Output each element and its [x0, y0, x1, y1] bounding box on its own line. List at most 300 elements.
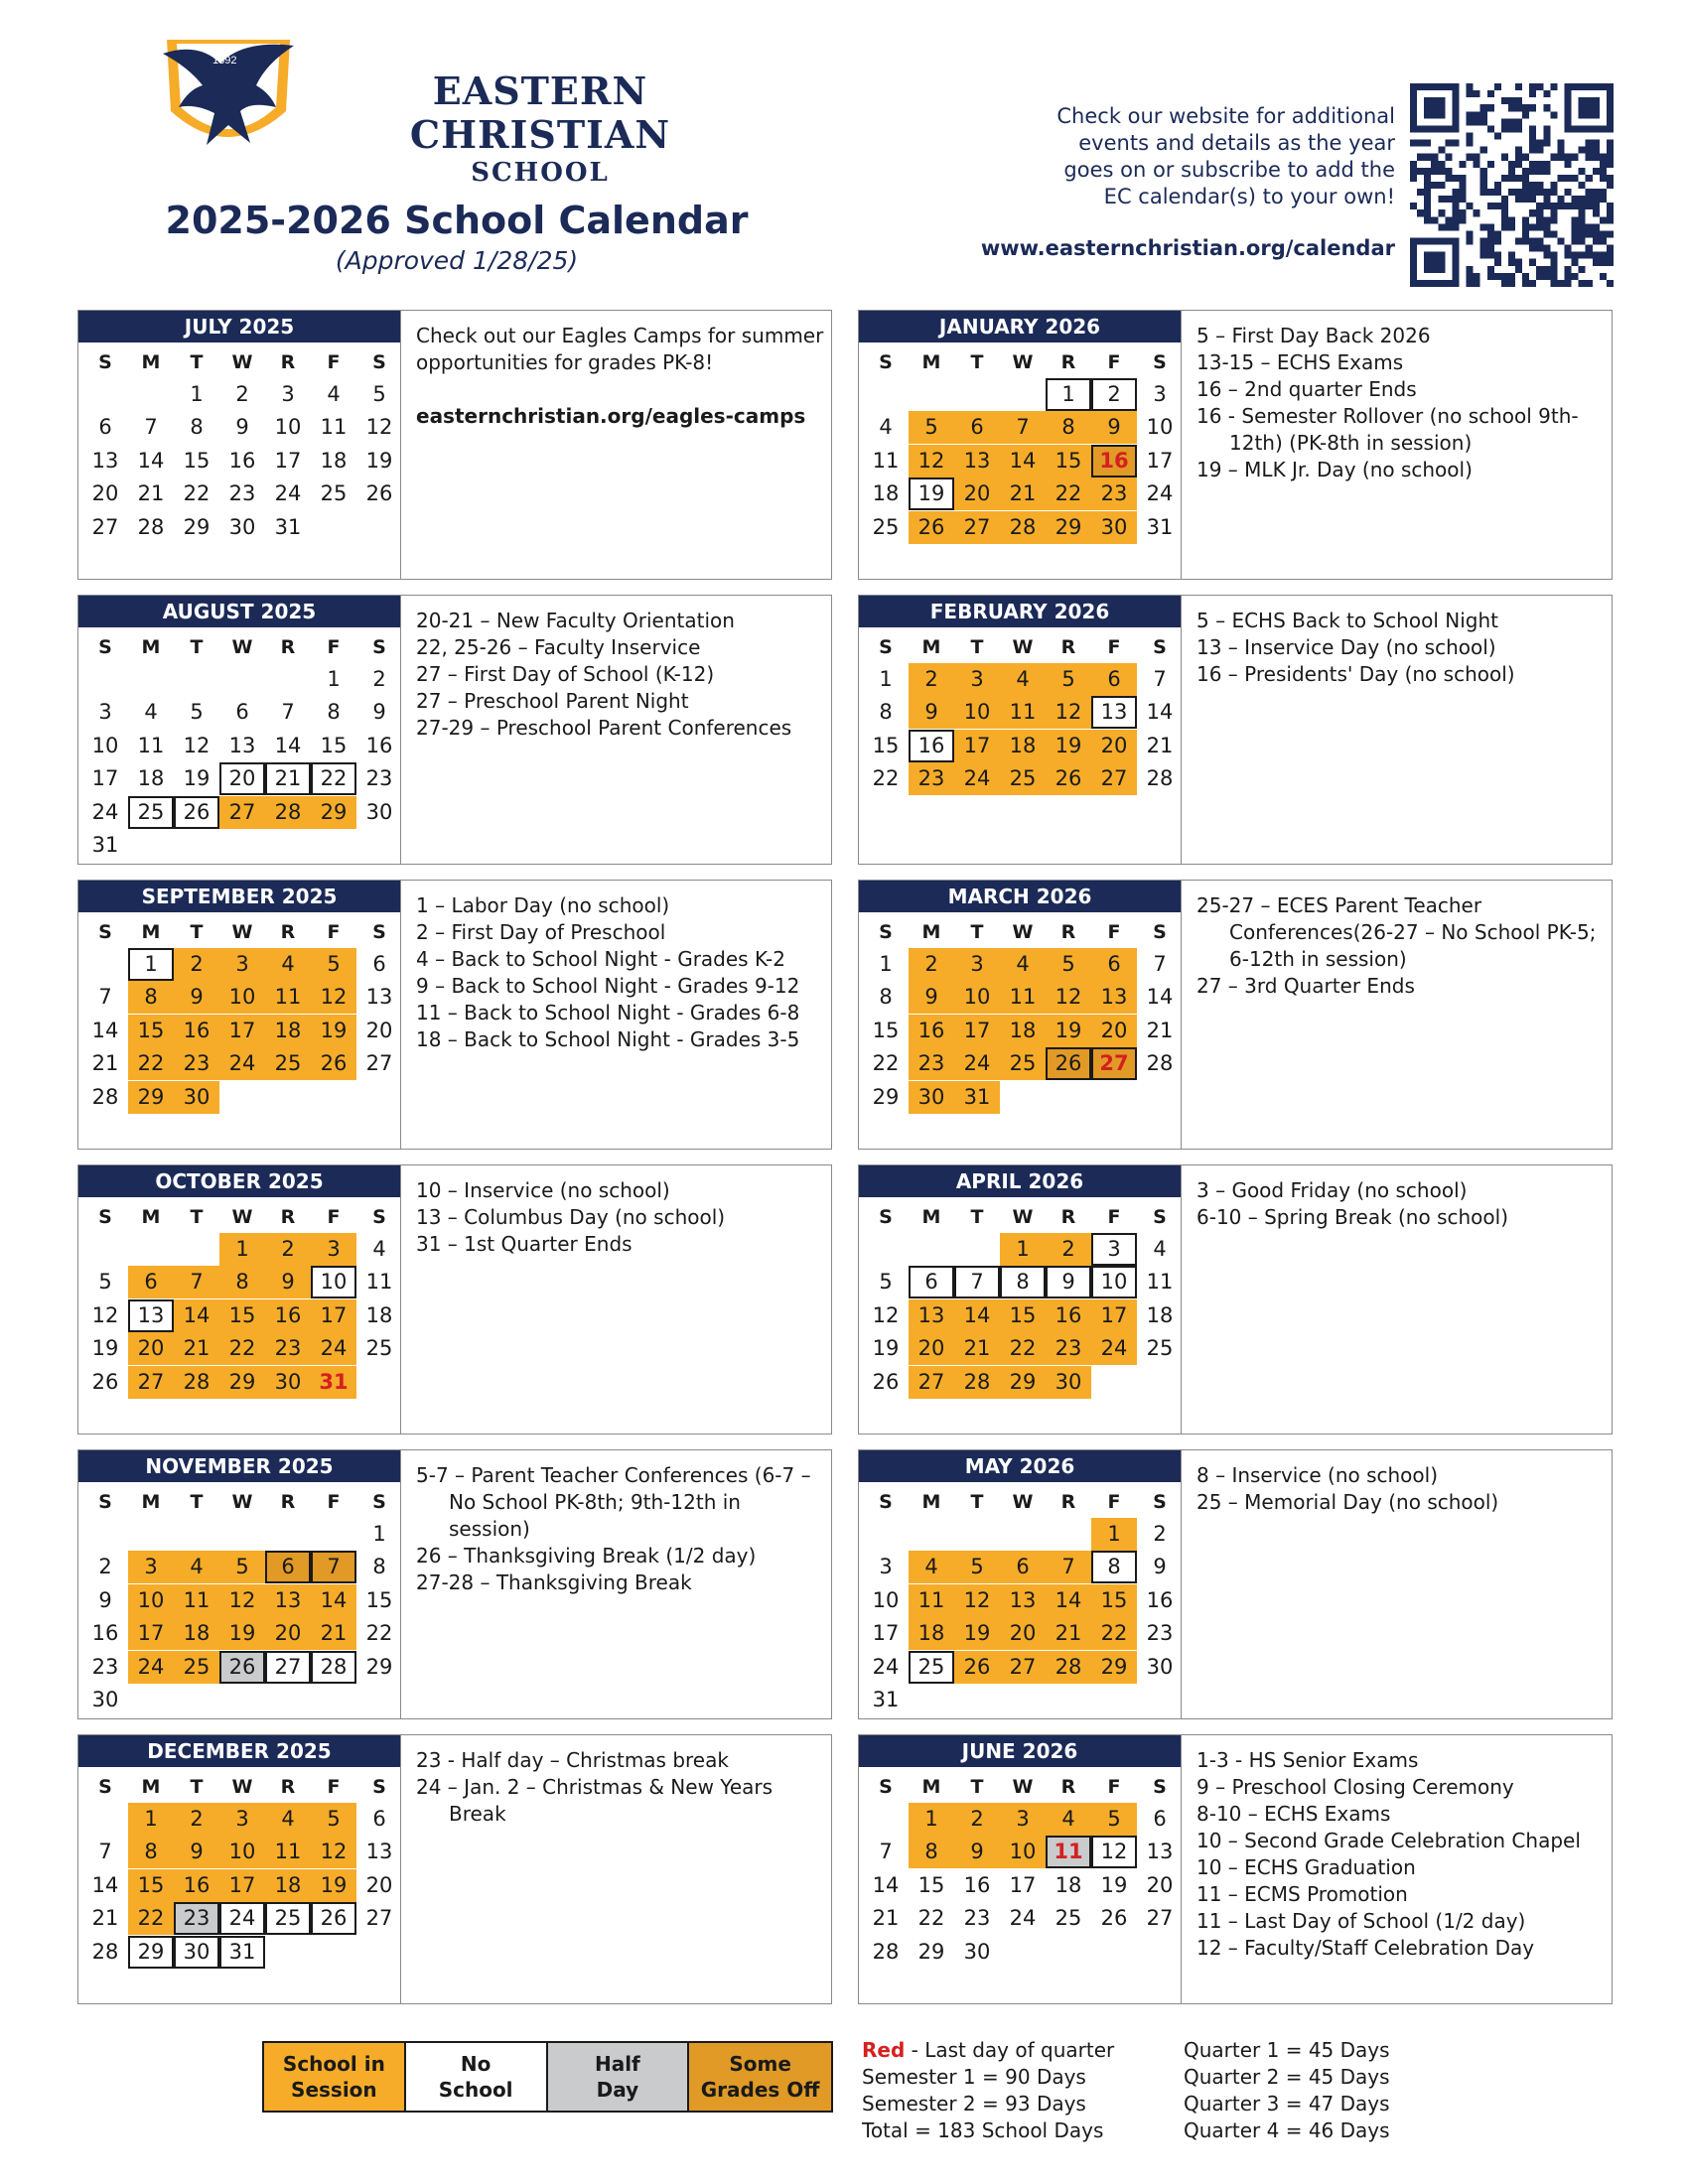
- day-cell: 13: [1000, 1584, 1046, 1617]
- day-cell: 26: [174, 796, 219, 829]
- weekday-label: R: [1060, 1776, 1076, 1798]
- event-item: 9 – Back to School Night - Grades 9-12: [416, 974, 800, 998]
- month-header: FEBRUARY 2026: [859, 596, 1181, 627]
- weekday-label: T: [190, 921, 204, 943]
- event-item: 3 – Good Friday (no school): [1196, 1178, 1468, 1202]
- red-key-text: - Last day of quarter: [905, 2038, 1115, 2062]
- day-cell: 11: [365, 1270, 393, 1295]
- event-item: 16 – Presidents' Day (no school): [1196, 662, 1515, 686]
- day-cell: 21: [265, 762, 311, 795]
- day-cell: 13: [128, 1299, 174, 1332]
- event-item: 19 – MLK Jr. Day (no school): [1196, 458, 1473, 481]
- day-cell: 1: [372, 1522, 386, 1546]
- day-cell: 12: [365, 415, 393, 440]
- day-cell: 31: [91, 833, 119, 857]
- weekday-label: W: [231, 1206, 253, 1228]
- quarter-2-total: Quarter 2 = 45 Days: [1184, 2065, 1390, 2089]
- day-cell: 19: [311, 1015, 356, 1047]
- day-cell: 27: [91, 514, 119, 539]
- day-cell: 8: [879, 985, 893, 1010]
- weekday-label: S: [1153, 1776, 1167, 1798]
- weekday-header-row: [82, 348, 402, 376]
- day-cell: 5: [311, 948, 356, 981]
- day-cell: 27: [954, 511, 1000, 544]
- day-cell: 11: [137, 733, 165, 757]
- month-august-2025: [77, 595, 832, 865]
- day-cell: 8: [372, 1555, 386, 1579]
- day-cell: 12: [1091, 1836, 1137, 1868]
- event-item: 25 – Memorial Day (no school): [1196, 1490, 1499, 1514]
- day-cell: 1: [1091, 1518, 1137, 1551]
- weekday-label: M: [921, 1491, 941, 1513]
- month-header: SEPTEMBER 2025: [78, 881, 400, 912]
- weekday-label: S: [372, 921, 386, 943]
- day-cell: 17: [128, 1617, 174, 1650]
- weekday-header-row: [82, 633, 402, 661]
- weekday-header-row: [863, 348, 1183, 376]
- day-cell: 7: [1153, 667, 1167, 691]
- day-cell: 3: [98, 700, 112, 725]
- weekday-label: R: [1060, 351, 1076, 373]
- day-cell: 25: [128, 796, 174, 829]
- day-cell: 10: [274, 415, 302, 440]
- day-cell: 8: [219, 1266, 265, 1298]
- day-cell: 19: [1046, 730, 1091, 762]
- day-cell: 10: [219, 1836, 265, 1868]
- day-cell: 6: [909, 1266, 954, 1298]
- day-cell: 15: [1091, 1584, 1137, 1617]
- day-cell: 12: [311, 1836, 356, 1868]
- weekday-label: T: [190, 351, 204, 373]
- day-cell: 14: [872, 1872, 900, 1897]
- day-cell: 18: [174, 1617, 219, 1650]
- month-grid: [859, 881, 1182, 1149]
- approval-note: (Approved 1/28/25): [335, 246, 579, 275]
- weekday-label: S: [1153, 1206, 1167, 1228]
- day-cell: 15: [917, 1872, 945, 1897]
- month-june-2026: [858, 1734, 1613, 2004]
- month-grid: [78, 1165, 401, 1433]
- day-cell: 22: [1000, 1332, 1046, 1365]
- day-cell: 13: [265, 1584, 311, 1617]
- day-cell: 25: [365, 1336, 393, 1361]
- day-cell: 11: [1000, 696, 1046, 729]
- day-cell: 10: [954, 981, 1000, 1014]
- day-cell: 28: [1046, 1651, 1091, 1684]
- event-item: 18 – Back to School Night - Grades 3-5: [416, 1027, 800, 1051]
- event-item: 11 – ECMS Promotion: [1196, 1882, 1408, 1906]
- day-cell: 17: [91, 766, 119, 791]
- day-cell: 26: [311, 1047, 356, 1080]
- event-item: 11 – Back to School Night - Grades 6-8: [416, 1001, 800, 1024]
- weekday-label: W: [1012, 921, 1034, 943]
- day-cell: 4: [1046, 1803, 1091, 1836]
- weekday-label: F: [1107, 1206, 1121, 1228]
- weekday-label: S: [98, 921, 112, 943]
- day-cell: 24: [219, 1902, 265, 1935]
- day-cell: 30: [265, 1366, 311, 1399]
- weekday-label: S: [1153, 636, 1167, 658]
- weekday-label: S: [372, 1206, 386, 1228]
- day-cell: 27: [265, 1651, 311, 1684]
- weekday-label: M: [921, 1206, 941, 1228]
- day-cell: 8: [1091, 1551, 1137, 1583]
- weekday-label: S: [879, 1206, 893, 1228]
- day-cell: 5: [954, 1551, 1000, 1583]
- website-link[interactable]: www.easternchristian.org/calendar: [980, 236, 1395, 260]
- event-item: 22, 25-26 – Faculty Inservice: [416, 635, 701, 659]
- event-item: 27 – First Day of School (K-12): [416, 662, 715, 686]
- month-header: NOVEMBER 2025: [78, 1450, 400, 1482]
- day-cell: 29: [872, 1084, 900, 1109]
- day-cell: 2: [1153, 1522, 1167, 1546]
- event-item: 25-27 – ECES Parent Teacher Conferences(26-27 – No School PK-5; 6-12th in session): [1196, 893, 1597, 971]
- day-cell: 12: [311, 981, 356, 1014]
- day-cell: 22: [219, 1332, 265, 1365]
- day-cell: 24: [872, 1654, 900, 1679]
- day-cell: 25: [872, 514, 900, 539]
- event-item: 10 – Second Grade Celebration Chapel: [1196, 1829, 1581, 1852]
- weekday-label: S: [879, 1491, 893, 1513]
- day-cell: 15: [365, 1587, 393, 1612]
- month-events: [416, 323, 825, 430]
- day-cell: 18: [265, 1015, 311, 1047]
- day-cell: 23: [365, 766, 393, 791]
- month-events: [416, 892, 825, 1053]
- day-cell: 5: [311, 1803, 356, 1836]
- day-cell: 4: [265, 1803, 311, 1836]
- month-header: JANUARY 2026: [859, 311, 1181, 342]
- month-february-2026: [858, 595, 1613, 865]
- day-cell: 22: [311, 762, 356, 795]
- day-cell: 27: [365, 1906, 393, 1931]
- day-cell: 17: [274, 448, 302, 473]
- day-cell: 8: [909, 1836, 954, 1868]
- month-header: DECEMBER 2025: [78, 1735, 400, 1767]
- weekday-label: T: [190, 1206, 204, 1228]
- weekday-label: T: [970, 351, 984, 373]
- day-cell: 6: [1153, 1807, 1167, 1831]
- weekday-label: W: [231, 1491, 253, 1513]
- day-cell: 30: [1146, 1654, 1174, 1679]
- month-header: OCTOBER 2025: [78, 1165, 400, 1197]
- day-cell: 2: [98, 1555, 112, 1579]
- day-cell: 2: [954, 1803, 1000, 1836]
- weekday-label: F: [327, 351, 341, 373]
- day-cell: 14: [1046, 1584, 1091, 1617]
- quarter-totals: [1184, 2037, 1390, 2144]
- day-cell: 9: [954, 1836, 1000, 1868]
- event-item: 24 – Jan. 2 – Christmas & New Years Break: [416, 1775, 774, 1826]
- weekday-label: W: [231, 351, 253, 373]
- month-events: [416, 1462, 825, 1596]
- day-cell: 24: [954, 762, 1000, 795]
- month-events: [416, 1747, 825, 1828]
- weekday-header-row: [863, 918, 1183, 946]
- month-events: [1196, 892, 1606, 1000]
- website-note: Check our website for additional events and details as the year goes on or subscribe to add the EC calendar(s) to your own!: [1056, 104, 1395, 208]
- day-cell: 15: [128, 1015, 174, 1047]
- weekday-label: R: [1060, 636, 1076, 658]
- semester-1-total: Semester 1 = 90 Days: [862, 2065, 1086, 2089]
- day-cell: 17: [954, 730, 1000, 762]
- day-cell: 1: [327, 667, 341, 691]
- day-cell: 29: [183, 514, 211, 539]
- day-cell: 26: [1046, 1047, 1091, 1080]
- day-cell: 4: [327, 382, 341, 406]
- event-item: 27 – Preschool Parent Night: [416, 689, 689, 713]
- day-cell: 8: [128, 1836, 174, 1868]
- day-cell: 28: [954, 1366, 1000, 1399]
- day-cell: 14: [274, 733, 302, 757]
- day-cell: 16: [1146, 1587, 1174, 1612]
- month-september-2025: [77, 880, 832, 1150]
- day-cell: 13: [1091, 981, 1137, 1014]
- quarter-1-total: Quarter 1 = 45 Days: [1184, 2038, 1390, 2062]
- day-cell: 16: [1046, 1299, 1091, 1332]
- day-cell: 4: [174, 1551, 219, 1583]
- day-cell: 17: [1091, 1299, 1137, 1332]
- day-cell: 2: [174, 948, 219, 981]
- day-cell: 5: [372, 382, 386, 406]
- month-grid: [859, 311, 1182, 579]
- weekday-label: F: [1107, 1491, 1121, 1513]
- day-cell: 26: [1046, 762, 1091, 795]
- day-cell: 9: [372, 700, 386, 725]
- day-cell: 23: [265, 1332, 311, 1365]
- weekday-label: M: [141, 1491, 161, 1513]
- day-cell: 30: [909, 1081, 954, 1114]
- day-cell: 31: [872, 1688, 900, 1711]
- weekday-label: S: [1153, 921, 1167, 943]
- day-cell: 19: [1046, 1015, 1091, 1047]
- day-cell: 6: [1091, 948, 1137, 981]
- day-cell: 7: [1000, 411, 1046, 444]
- day-cell: 9: [235, 415, 249, 440]
- weekday-label: F: [1107, 921, 1121, 943]
- day-cell: 16: [1091, 445, 1137, 478]
- day-cell: 10: [1146, 415, 1174, 440]
- weekday-label: S: [1153, 1491, 1167, 1513]
- event-item: 8 – Inservice (no school): [1196, 1463, 1439, 1487]
- event-item: Check out our Eagles Camps for summer opportunities for grades PK-8!: [416, 324, 824, 374]
- day-cell: 21: [1000, 478, 1046, 510]
- day-cell: 6: [372, 952, 386, 976]
- day-cell: 3: [1153, 382, 1167, 406]
- day-cell: 22: [365, 1621, 393, 1646]
- event-item: 2 – First Day of Preschool: [416, 920, 666, 944]
- day-cell: 30: [1046, 1366, 1091, 1399]
- weekday-label: M: [141, 1206, 161, 1228]
- day-cell: 29: [365, 1654, 393, 1679]
- day-cell: 24: [1009, 1906, 1037, 1931]
- weekday-label: T: [970, 1776, 984, 1798]
- weekday-label: T: [970, 636, 984, 658]
- day-cell: 23: [909, 1047, 954, 1080]
- day-cell: 12: [91, 1302, 119, 1327]
- day-cell: 31: [311, 1366, 356, 1399]
- day-cell: 5: [879, 1270, 893, 1295]
- day-cell: 7: [311, 1551, 356, 1583]
- day-cell: 4: [144, 700, 158, 725]
- day-cell: 31: [274, 514, 302, 539]
- day-cell: 9: [909, 696, 954, 729]
- weekday-label: R: [1060, 1206, 1076, 1228]
- day-cell: 29: [917, 1939, 945, 1964]
- day-cell: 2: [909, 948, 954, 981]
- weekday-label: M: [921, 351, 941, 373]
- qr-code-icon[interactable]: [1410, 83, 1614, 287]
- day-cell: 20: [1146, 1872, 1174, 1897]
- day-cell: 22: [1091, 1617, 1137, 1650]
- day-cell: 13: [228, 733, 256, 757]
- day-cell: 22: [917, 1906, 945, 1931]
- day-cell: 20: [954, 478, 1000, 510]
- weekday-label: M: [921, 1776, 941, 1798]
- weekday-label: S: [1153, 351, 1167, 373]
- day-cell: 23: [174, 1902, 219, 1935]
- weekday-label: F: [1107, 351, 1121, 373]
- day-cell: 4: [1000, 948, 1046, 981]
- day-cell: 9: [1091, 411, 1137, 444]
- weekday-label: S: [879, 1776, 893, 1798]
- day-cell: 25: [265, 1047, 311, 1080]
- day-cell: 10: [954, 696, 1000, 729]
- day-cell: 2: [174, 1803, 219, 1836]
- day-cell: 26: [909, 511, 954, 544]
- day-cell: 5: [1091, 1803, 1137, 1836]
- day-cell: 27: [1091, 762, 1137, 795]
- day-cell: 15: [183, 448, 211, 473]
- day-cell: 24: [1091, 1332, 1137, 1365]
- day-cell: 30: [365, 799, 393, 824]
- month-march-2026: [858, 880, 1613, 1150]
- day-cell: 21: [954, 1332, 1000, 1365]
- day-cell: 25: [1055, 1906, 1082, 1931]
- day-cell: 31: [954, 1081, 1000, 1114]
- weekday-label: W: [1012, 1491, 1034, 1513]
- eagles-camps-link[interactable]: easternchristian.org/eagles-camps: [416, 404, 806, 428]
- day-cell: 16: [174, 1015, 219, 1047]
- day-cell: 21: [1046, 1617, 1091, 1650]
- weekday-label: W: [231, 921, 253, 943]
- day-cell: 6: [954, 411, 1000, 444]
- day-cell: 19: [954, 1617, 1000, 1650]
- weekday-label: S: [879, 921, 893, 943]
- day-cell: 3: [281, 382, 295, 406]
- month-grid: [78, 1450, 401, 1718]
- day-cell: 12: [954, 1584, 1000, 1617]
- day-cell: 24: [954, 1047, 1000, 1080]
- day-cell: 21: [91, 1906, 119, 1931]
- event-item: 8-10 – ECHS Exams: [1196, 1802, 1391, 1826]
- day-cell: 8: [128, 981, 174, 1014]
- weekday-label: F: [327, 1206, 341, 1228]
- day-cell: 2: [372, 667, 386, 691]
- day-cell: 13: [1091, 696, 1137, 729]
- day-cell: 5: [98, 1270, 112, 1295]
- weekday-label: S: [879, 636, 893, 658]
- day-cell: 24: [1146, 481, 1174, 506]
- day-cell: 16: [909, 730, 954, 762]
- day-cell: 17: [1009, 1872, 1037, 1897]
- day-cell: 24: [274, 481, 302, 506]
- day-cell: 8: [190, 415, 204, 440]
- month-header: MARCH 2026: [859, 881, 1181, 912]
- event-item: 5-7 – Parent Teacher Conferences (6-7 – No School PK-8th; 9th-12th in session): [416, 1463, 811, 1541]
- weekday-label: R: [280, 636, 296, 658]
- month-grid: [859, 1165, 1182, 1433]
- day-cell: 12: [872, 1302, 900, 1327]
- day-cell: 27: [1146, 1906, 1174, 1931]
- day-cell: 7: [879, 1840, 893, 1864]
- day-cell: 15: [320, 733, 348, 757]
- day-cell: 9: [909, 981, 954, 1014]
- day-cell: 14: [137, 448, 165, 473]
- day-cell: 9: [1153, 1555, 1167, 1579]
- day-cell: 14: [91, 1018, 119, 1042]
- day-cell: 27: [909, 1366, 954, 1399]
- weekday-header-row: [863, 1773, 1183, 1801]
- day-cell: 10: [219, 981, 265, 1014]
- day-cell: 21: [872, 1906, 900, 1931]
- day-cell: 3: [1091, 1233, 1137, 1266]
- day-cell: 9: [265, 1266, 311, 1298]
- svg-text:1892: 1892: [212, 55, 237, 67]
- day-cell: 1: [879, 952, 893, 976]
- school-name: [312, 69, 769, 189]
- weekday-label: S: [98, 351, 112, 373]
- day-cell: 7: [98, 985, 112, 1010]
- day-cell: 25: [174, 1651, 219, 1684]
- day-cell: 23: [1091, 478, 1137, 510]
- day-cell: 18: [365, 1302, 393, 1327]
- weekday-label: S: [98, 1206, 112, 1228]
- day-cell: 28: [265, 796, 311, 829]
- day-cell: 3: [954, 948, 1000, 981]
- day-cell: 16: [174, 1869, 219, 1902]
- day-cell: 26: [365, 481, 393, 506]
- day-cell: 7: [144, 415, 158, 440]
- weekday-label: W: [1012, 636, 1034, 658]
- day-cell: 19: [183, 766, 211, 791]
- day-cell: 20: [1091, 730, 1137, 762]
- day-cell: 16: [91, 1621, 119, 1646]
- day-cell: 2: [909, 663, 954, 696]
- day-cell: 11: [174, 1584, 219, 1617]
- day-cell: 2: [265, 1233, 311, 1266]
- weekday-label: S: [879, 351, 893, 373]
- day-cell: 25: [1146, 1336, 1174, 1361]
- weekday-header-row: [82, 1488, 402, 1516]
- day-cell: 2: [235, 382, 249, 406]
- day-cell: 17: [1146, 448, 1174, 473]
- day-cell: 1: [879, 667, 893, 691]
- event-item: 5 – ECHS Back to School Night: [1196, 609, 1498, 632]
- day-cell: 23: [1046, 1332, 1091, 1365]
- day-cell: 28: [1146, 1051, 1174, 1076]
- month-grid: [78, 311, 401, 579]
- day-cell: 3: [219, 948, 265, 981]
- day-cell: 14: [1146, 985, 1174, 1010]
- weekday-label: S: [372, 351, 386, 373]
- day-cell: 7: [1046, 1551, 1091, 1583]
- weekday-label: M: [921, 636, 941, 658]
- day-cell: 22: [128, 1047, 174, 1080]
- page-title: 2025-2026 School Calendar: [165, 199, 749, 242]
- day-cell: 6: [265, 1551, 311, 1583]
- day-cell: 13: [365, 1840, 393, 1864]
